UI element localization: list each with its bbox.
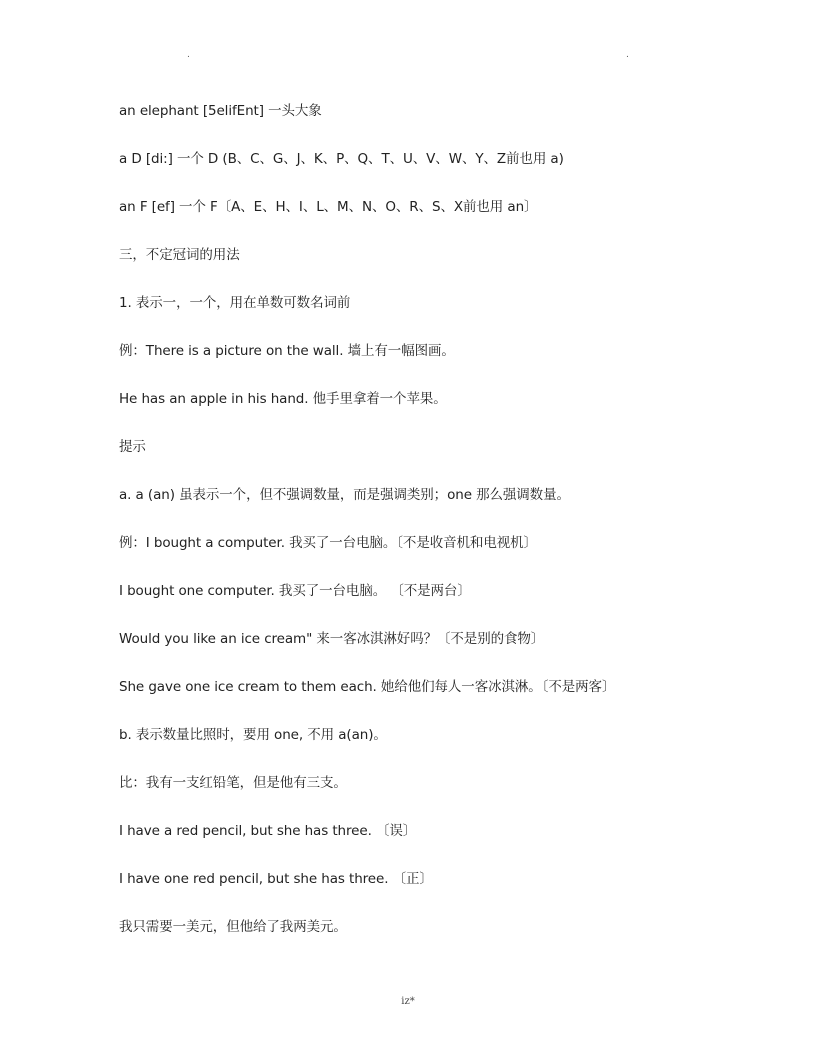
header-dot-right: . xyxy=(626,50,629,60)
tip-heading: 提示 xyxy=(119,439,146,455)
example-line: I bought one computer. 我买了一台电脑。 〔不是两台〕 xyxy=(119,583,471,599)
text-line: an F [ef] 一个 F〔A、E、H、I、L、M、N、O、R、S、X前也用 an〕 xyxy=(119,199,538,215)
header-dot-left: . xyxy=(187,50,190,60)
page-footer: iz* xyxy=(401,996,415,1007)
section-heading: 三，不定冠词的用法 xyxy=(119,247,240,263)
example-line: She gave one ice cream to them each. 她给他们每人一客冰淇淋。〔不是两客〕 xyxy=(119,679,616,695)
numbered-item: 1. 表示一，一个，用在单数可数名词前 xyxy=(119,295,351,311)
example-line: Would you like an ice cream" 来一客冰淇淋好吗？〔不是别的食物〕 xyxy=(119,631,545,647)
text-line: a D [di:] 一个 D (B、C、G、J、K、P、Q、T、U、V、W、Y、Z前也用 a) xyxy=(119,151,564,167)
comparison-line: 比：我有一支红铅笔，但是他有三支。 xyxy=(119,775,347,791)
example-line: I have a red pencil, but she has three. 〔误〕 xyxy=(119,823,417,839)
text-line: 我只需要一美元，但他给了我两美元。 xyxy=(119,919,347,935)
example-line: He has an apple in his hand. 他手里拿着一个苹果。 xyxy=(119,391,447,407)
example-line: 例：I bought a computer. 我买了一台电脑。〔不是收音机和电视机〕 xyxy=(119,535,537,551)
tip-item: a. a (an) 虽表示一个，但不强调数量，而是强调类别；one 那么强调数量。 xyxy=(119,487,570,503)
example-line: I have one red pencil, but she has three. 〔正〕 xyxy=(119,871,433,887)
tip-item: b. 表示数量比照时，要用 one, 不用 a(an)。 xyxy=(119,727,387,743)
text-line: an elephant [5elifEnt] 一头大象 xyxy=(119,103,322,119)
example-line: 例：There is a picture on the wall. 墙上有一幅图画。 xyxy=(119,343,455,359)
